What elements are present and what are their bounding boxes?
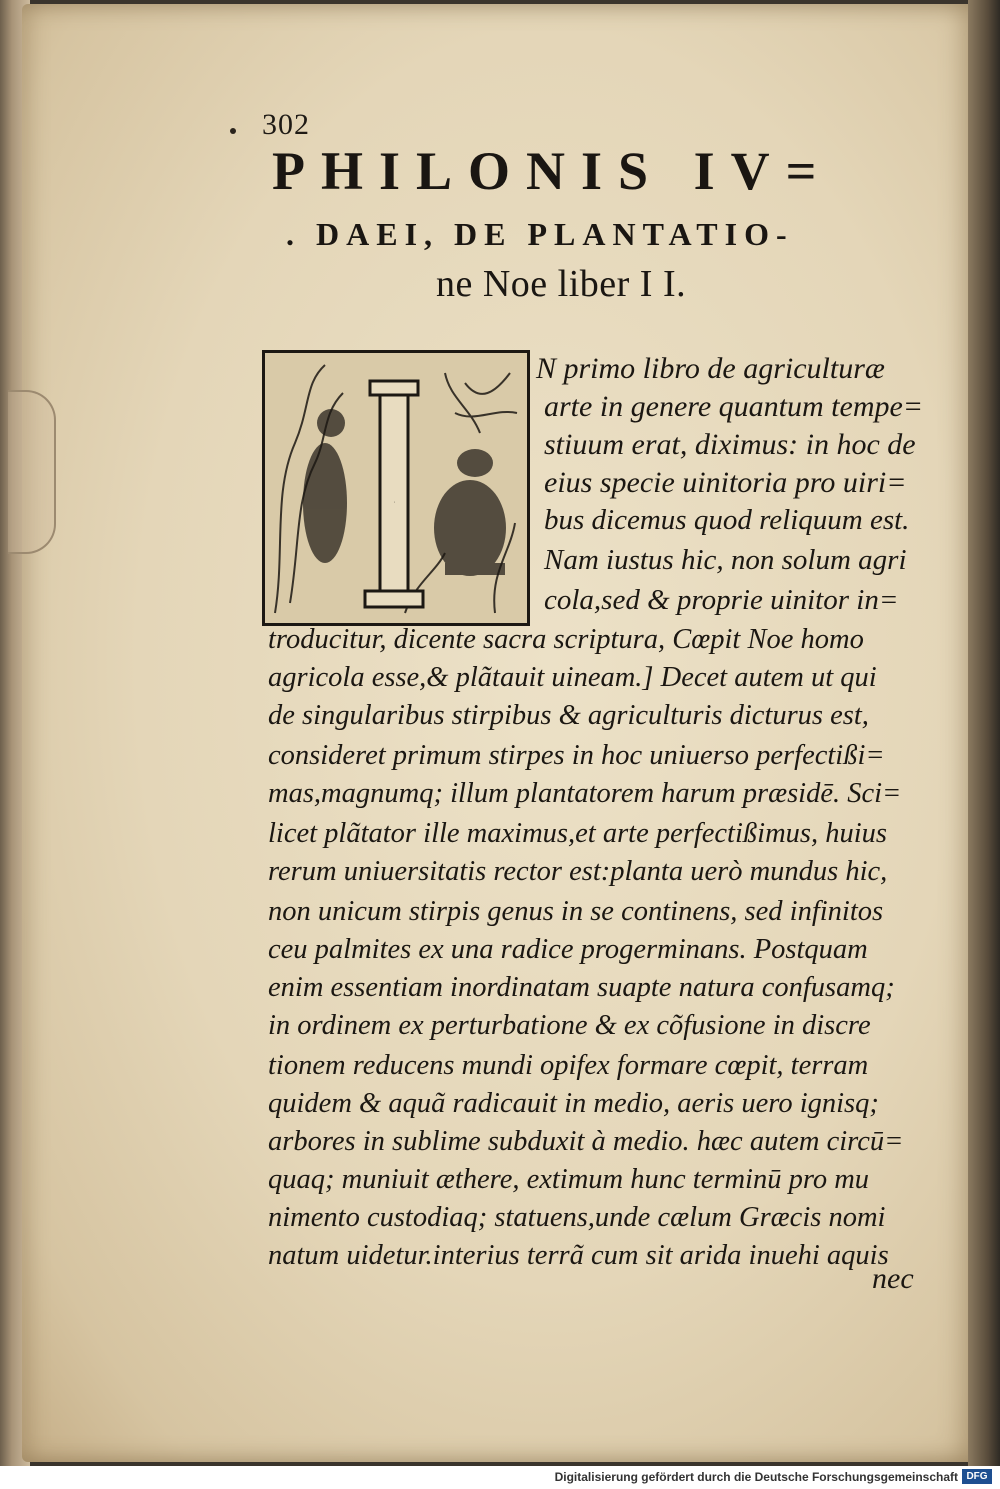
title-line-1: PHILONIS IV=	[272, 141, 833, 201]
text-line: eius specie uinitoria pro uiri=	[544, 466, 907, 499]
margin-dot-mark	[230, 128, 236, 134]
text-line: arbores in sublime subduxit à medio. hæc autem circū=	[268, 1126, 904, 1157]
title-line-2: . DAEI, DE PLANTATIO-	[286, 216, 794, 252]
catchword: nec	[872, 1262, 914, 1295]
text-line: agricola esse,& plãtauit uineam.] Decet autem ut qui	[268, 662, 877, 693]
text-line: natum uidetur.interius terrã cum sit arida inuehi aquis	[268, 1240, 889, 1271]
text-line: quidem & aquã radicauit in medio, aeris uero ignisq;	[268, 1088, 879, 1119]
text-line: arte in genere quantum tempe=	[544, 390, 924, 423]
page-number: 302	[262, 108, 310, 141]
text-line: quaq; muniuit æthere, extimum hunc terminū pro mu	[268, 1164, 870, 1195]
text-line: de singularibus stirpibus & agriculturis dicturus est,	[268, 700, 869, 731]
text-line: mas,magnumq; illum plantatorem harum præsidē. Sci=	[268, 778, 902, 809]
text-line: in ordinem ex perturbatione & ex cõfusione in discre	[268, 1010, 871, 1041]
page-clip-tab	[8, 390, 56, 554]
text-line: enim essentiam inordinatam suapte natura confusamq;	[268, 972, 895, 1003]
footer-bar	[0, 1466, 1000, 1489]
text-line: ceu palmites ex una radice progerminans. Postquam	[268, 934, 868, 965]
book-right-edge	[968, 0, 1000, 1466]
footer-credit: Digitalisierung gefördert durch die Deutsche Forschungsgemeinschaft	[554, 1470, 958, 1484]
woodcut-illustration	[265, 353, 527, 623]
text-line: rerum uniuersitatis rector est:planta uerò mundus hic,	[268, 856, 888, 887]
text-line: licet plãtator ille maximus,et arte perfectißimus, huius	[268, 818, 887, 849]
title-line-3: ne Noe liber I I.	[436, 263, 687, 305]
text-line: N primo libro de agriculturæ	[536, 352, 885, 385]
text-line: cola,sed & proprie uinitor in=	[544, 584, 899, 616]
dfg-logo: DFG	[962, 1469, 992, 1484]
text-line: bus dicemus quod reliquum est.	[544, 504, 910, 536]
text-line: tionem reducens mundi opifex formare cœpit, terram	[268, 1050, 869, 1081]
text-line: consideret primum stirpes in hoc uniuerso perfectißi=	[268, 740, 885, 771]
text-line: non unicum stirpis genus in se continens, sed infinitos	[268, 896, 884, 927]
svg-text:I: I	[394, 502, 395, 504]
decorated-initial	[262, 350, 530, 626]
text-line: troducitur, dicente sacra scriptura, Cœpit Noe homo	[268, 624, 864, 655]
text-line: stiuum erat, diximus: in hoc de	[544, 428, 916, 461]
text-line: Nam iustus hic, non solum agri	[544, 544, 907, 576]
text-line: nimento custodiaq; statuens,unde cælum Græcis nomi	[268, 1202, 886, 1233]
